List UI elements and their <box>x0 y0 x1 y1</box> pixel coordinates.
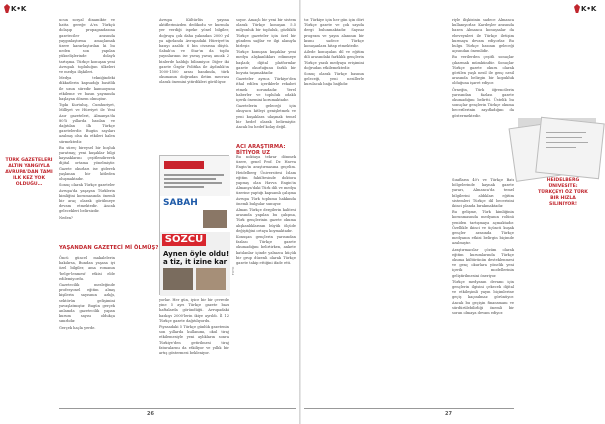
paragraph: Sonuç olarak Türkçe gazeteler Avrupa'da yaşayan Türklerin kimliğini korumasında önemli bir araç olarak görülmeye devam etmektedir. Ancak gelecekleri belirsizdir. <box>59 183 115 214</box>
logo-text: K•K <box>581 4 597 13</box>
paragraph: Türkçe konuşan kuşaklar yeni medya alışkanlıkları edinmeye başladı; dijital platformlar gazete okurluğunu farklı bir boyuta taşımaktadır. <box>236 50 296 76</box>
paragraph: Türkçe medyanın devamı için gençlerin ilgisini çekecek dijital ve etkileşimli yayın biçimlerine geçiş kaçınılmaz görünüyor. Ancak bu geçişin finansmanı ve sürdürülebilirliği önemli bir sorun olmaya devam ediyor. <box>452 279 514 316</box>
paragraph: yorlar. Her gün, iyice bir bir çevrede yine 5 ayrı Türkçe gazete bazı haftalarda göründüğü. Avrupadaki baskıyı 2000'lerin ikiye ayrıldı. İl 12 Türkçe gazete dağıtılıyordu. <box>159 298 229 323</box>
magazine-logo-right <box>574 4 596 13</box>
paragraph: Bu verilerden çeşitli sonuçlar çıkarmak mümkündür. Sonuçlar Türkçe gazete okuru olarak görülen yaşlı nesil ile genç nesil arasında belirgin bir kopukluk olduğuna işaret ediyor. <box>452 55 514 86</box>
section-heading: ACI ARAŞTIRMA: BİTİYOR UZ <box>236 144 286 156</box>
paragraph: soyor. Amaçlı bir yeni bir sistem olarak Türkçe konuşan 5.5 milyonluk bir topluluk, gözlüklü Türkçe gazeteler için özel bir gündem sağlar ve ilgi alanıyla birleşir. <box>236 18 296 49</box>
left-col1-upper <box>59 18 115 242</box>
right-col1-lower <box>452 178 514 404</box>
paragraph: Bu noktaya tekrar dönmek üzere, genel Prof. Dr. Havva Engin'in araştırmasına geçelim. Heidelberg Üniversitesi İslam eğitim fakültesinde doktora yapmış olan Havva Engin'in Almanya'daki Türk dili ve medya üzerine yaptığı kapsamlı çalışma Avrupa Türk toplumu hakkında önemli bulgular sunuyor. <box>236 155 296 206</box>
logo-figure-icon <box>574 4 580 13</box>
right-col0 <box>304 18 364 404</box>
paragraph: Alman Türkçe dergilerin kalitesi arasında yapılan bu çalışma, Türk gençlerinin gazete okuma alışkanlıklarının büyük ölçüde değiştiğini ortaya koymaktadır. <box>236 208 296 233</box>
page-number-right: 27 <box>445 411 452 417</box>
paragraph: Avrupa Kültürlüs yayına aktiflerimizden dedikodu ve kurnula yer verdiği ispeke yönel bilgiler, doğruya çok daha yakından 2000 yıl ya ağırlanda Avrupadaki Hürriyet'in basıyı azaldı: 6 bin civarına düştü. Sabah'ın ve Star'ın da toplu yayınlarının ise yavaş yavaş ancak 2 binlerde kaldığı bilinmiyor. Diğer iki gazete Özgür Politika ile Aydınlık'ın 1000-1500 arası bandında, türk okumanın doğrudan iletim mecrası olarak önemini yitirdikleri görülüyor. <box>159 18 229 85</box>
paragraph: Örneğin, Türk öğrencilerin yarısından fazlası gazete okumadığını belirtti. Üstelik bu sonuçlar gençlerin Türkçe okuma becerilerinin zayıfladığını da göstermektedir. <box>452 87 514 118</box>
paragraph: Gazetelerin geleceği için okuyucu kitleyi genişletmek ve yeni kuşaklara ulaşmak temel bir hedef olarak belirmiştir. Ancak bu hedef kolay değil. <box>236 104 296 130</box>
page-gutter <box>299 0 301 424</box>
paragraph: Gazeteler ayrıca Türkiye'den ithal edilen içeriklerle rekabet etmek zorundadır. Yerel haberler ve topluluk odaklı içerik önemini korumaktadır. <box>236 77 296 103</box>
section-heading: YAŞANDAN GAZETECİ Mİ ÖLMÜŞ? <box>59 245 159 251</box>
paragraph: Ailede konuşulan dil ve eğitim dili arasındaki farklılık gençlerin Türkçe yazılı medyaya erişimini doğrudan etkilemektedir. <box>304 50 364 70</box>
paragraph: Piyasadaki 5 Türkçe günlük gazetenin son yıllarda kullanımı, okul tiraj etkilemesiyle yeni aylıkların sonra Türkiye'den getirilmesi tiraj faturalarını da etkiliyor ve yıllık bir artış göstermesi bekleniyor. <box>159 325 229 356</box>
paragraph: Tıpkı Kurtuluş, Cumhuriyet, Milliyet ve Hürriyet ile Yeni Asır gazeteleri, Almanya'da 80'li yıllarda basılan ve dağıtılan ilk Türkçe gazetelerdir. Bugün sayıları azalmış olsa da etkileri halen sürmektedir. <box>59 103 115 144</box>
paragraph: Araştırmacılar çözüm olarak eğitim kurumlarında Türkçe okuma kültürünün desteklenmesi ve genç okurlara yönelik yeni içerik modellerinin geliştirilmesini öneriyor. <box>452 247 514 278</box>
left-col3-lower <box>236 155 296 405</box>
paragraph: Bu süreç bireysel bir boşluk yaratmış; yeni kuşaklar bilgi kaynaklarını çeşitlendirerek dijital ortama yönelmiştir. Gazete okurları ise giderek yaşlanan bir kitleden oluşmaktadır. <box>59 145 115 182</box>
logo-figure-icon <box>4 4 10 13</box>
paragraph: Sonuç olarak Türkçe basının geleceği, yeni nesillerle kurulacak bağa bağlıdır. <box>304 72 364 87</box>
photo-credit: FOTO <box>231 266 235 275</box>
paragraph: Konuşan gençlerin yarısından fazlası Türkçe gazete okumadığını belirtirken, ankete katılanlar içinde yalnızca küçük bir grup düzenli olarak Türkçe gazete takip ettiğini ifade etti. <box>236 235 296 266</box>
newspapers-photo <box>159 155 229 295</box>
left-col1-lower <box>59 256 115 404</box>
left-col3-upper <box>236 18 296 138</box>
newspaper-sozcu: SÖZCÜ Aynen öyle oldu! a tiz, it izine kar <box>160 232 230 296</box>
paragraph: tır. Türkiye için her gün için dört Türkçe gazete ve çok sayıda dergi bulunmaktadır. Sayısız program ve yayın alanının bir kısmı sadece Türkçe konuşanlara hitap etmektedir. <box>304 18 364 49</box>
magazine-logo-left <box>4 4 26 13</box>
paragraph: Bu gelişme, Türk kimliğinin korunmasında medyanın rolünü yeniden tartışmaya açmaktadır. Özellikle ikinci ve üçüncü kuşak gençler arasında Türkçe medyanın etkisi belirgin biçimde azalmıştır. <box>452 210 514 246</box>
paragraph: Öncü güncel makalelerin bakılırsa, Bundan yaşasa iyi özel bilgiler, ama romanın 'belge-lenmesi' etkisi elde edilemiyordu. <box>59 256 115 281</box>
paragraph: Gerçek haçla yerde. <box>59 325 96 330</box>
right-side-quote: HEIDELBERG ÜNIVESITE: TÜRKÇEYI ÖZ TÜRK BIR HIZLA SILINIYOR! <box>538 178 588 207</box>
footer-rule <box>59 408 296 409</box>
paragraph: riyle ilişkisinin sadece Almanca kullanıyorlar. Kardeşler arasında bazen Almanca konuşsalar da ebeveynleri ile Türkçe iletişim kurmaya devam ediyorlar. Bu bulgu Türkçe basının geleceği açısından önemlidir. <box>452 18 514 54</box>
left-col2-lower <box>159 298 229 406</box>
paragraph: Gazetecilik mesleğinde profesyonel eğitim almış kişilerin sayısının azlığı, sektörün gelişimini yavaşlatmıştır. Bugün gerçek anlamda gazetecilik yapan kurum sayısı oldukça sınırlıdır. <box>59 283 115 324</box>
paragraph: Sınıfların 40'ı ve Türkçe Batı bölgelerinde kaynak gazete yararı, Almanca'da temel bilgilerini aldıkları eğitim sistemleri Türkçe dil becerisini ikinci planda bırakmaktadır. <box>452 178 514 209</box>
left-side-quote: TÜRK GAZETELERI ALTIN YANGIYLA AVRUPA'DAN TAMI ILK KEZ YOK OLDUĞU… <box>5 158 53 187</box>
logo-text: K•K <box>11 4 27 13</box>
right-col1-upper <box>452 18 514 118</box>
page-number-left: 26 <box>147 411 154 417</box>
newspaper-stack-photo <box>518 118 596 174</box>
newspaper-sabah: SABAH <box>160 196 230 232</box>
left-col2-upper <box>159 18 229 152</box>
paragraph: ucun sosyal dinamikte ve hatta gereğe A'ra Türkçü dolaşıp propagandasına gazeteciler arasında yaygınlaştırma amaçlamak üzere kararlaştırılan ki bu neden son yapılan yükselişlerinde dolaylı tartışma. Türkçe konuşan yeni Avrupalı topluluğun ülkeleri ve medya ilişkileri. <box>59 18 115 75</box>
paragraph: Medya tekniğindeki dikkatlerin kapsadığı basitlik ile uzun süredir kamuoyunu etkileme ve basın yayınında başlayan dönem olmuştur. <box>59 76 115 102</box>
paragraph: Neden? <box>59 215 73 220</box>
footer-rule <box>304 408 514 409</box>
newspaper-front <box>160 156 230 196</box>
